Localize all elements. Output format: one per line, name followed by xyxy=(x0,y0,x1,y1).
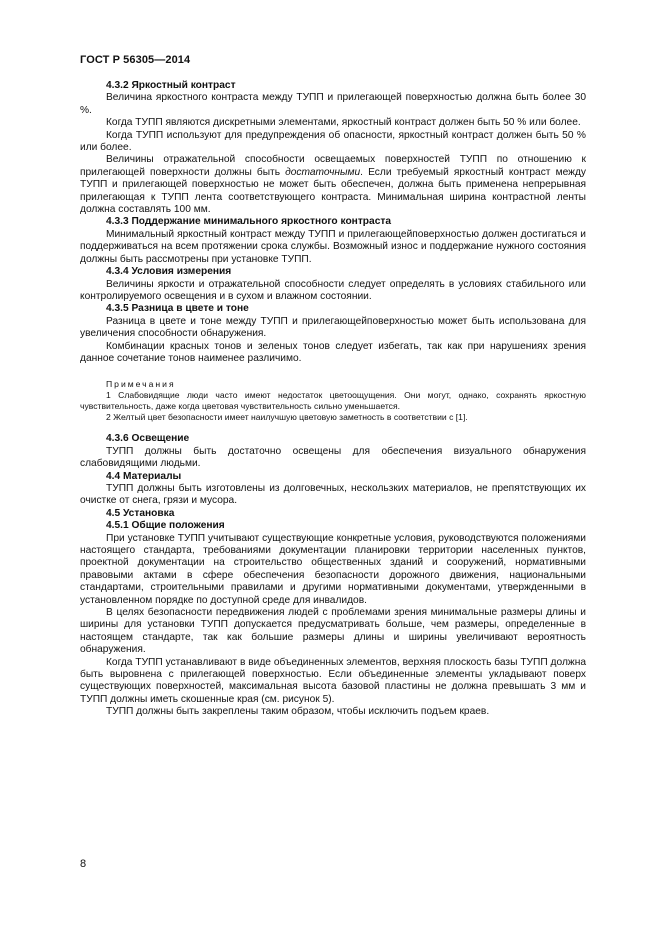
section-4-5-1-title: 4.5.1 Общие положения xyxy=(106,520,225,532)
paragraph: Величина яркостного контраста между ТУПП и прилегающей поверхностью должна быть более 30 %. xyxy=(80,92,586,116)
paragraph: Комбинации красных тонов и зеленых тонов следует избегать, так как при нарушениях зрения данное сочетание тонов наименее различимо. xyxy=(80,340,586,364)
emphasis-text: достаточными xyxy=(285,166,361,178)
paragraph xyxy=(80,154,586,216)
section-4-3-6-title: 4.3.6 Освещение xyxy=(106,433,190,445)
paragraph: ТУПП должны быть изготовлены из долговечных, нескользких материалов, не препятствующих их очистке от снега, грязи и мусора. xyxy=(80,482,586,507)
note-1: 1 Слабовидящие люди часто имеют недостаток цветоощущения. Они могут, однако, сохранять яркостную чувствительность, даже когда цветовая чувствительность сильно уменьшается. xyxy=(80,390,586,412)
paragraph: Когда ТУПП являются дискретными элементами, яркостный контраст должен быть 50 % или более. xyxy=(106,117,581,129)
document-header: ГОСТ Р 56305—2014 xyxy=(80,54,191,66)
section-4-3-5-title: 4.3.5 Разница в цвете и тоне xyxy=(106,303,249,315)
notes-title: Примечания xyxy=(106,379,176,390)
paragraph: Минимальный яркостный контраст между ТУПП и прилегающейповерхностью должен достигаться и поддерживаться на всем протяжении срока службы. Возможный износ и поддержание нужного состояния должны быть рассмотрены при установке ТУПП. xyxy=(80,228,586,265)
section-4-3-2-title: 4.3.2 Яркостный контраст xyxy=(106,80,236,91)
paragraph: Когда ТУПП используют для предупреждения об опасности, яркостный контраст должен быть 50 % или более. xyxy=(80,129,586,154)
notes-block xyxy=(80,379,586,423)
section-4-3-3-title: 4.3.3 Поддержание минимального яркостного контраста xyxy=(106,216,392,228)
section-4-5-title: 4.5 Установка xyxy=(106,507,175,519)
paragraph: При установке ТУПП учитывают существующие конкретные условия, руководствуются положениями настоящего стандарта, требованиями документации планировки территории населенных пунктов, проектной документации на строительство общественных зданий и сооружений, нормативными правовыми актами в сфере обеспечения безопасности дорожного движения, национальными стандартами, строительными правилами и другими нормативными документами, утвержденными в установленном порядке по доступной среде для инвалидов. xyxy=(80,532,586,606)
section-4-3-4-title: 4.3.4 Условия измерения xyxy=(106,266,232,278)
paragraph: ТУПП должны быть достаточно освещены для обеспечения визуального обнаружения слабовидящими людьми. xyxy=(80,445,586,470)
paragraph: Когда ТУПП устанавливают в виде объединенных элементов, верхняя плоскость базы ТУПП должна быть выровнена с прилегающей поверхностью. Если объединенные элементы укладывают поверх существующих поверхностей, максимальная высота базовой пластины не должна превышать 3 мм и ТУПП должны иметь скошенные края (см. рисунок 5). xyxy=(80,656,586,705)
paragraph-text: . Если требуемый яркостный контраст между ТУПП и прилегающей поверхностью не может быть обеспечен, должна быть применена непрерывная прилегающая к ТУПП лента соответствующего контраста. Минимальная ширина контрастной ленты должна составлять 100 мм. xyxy=(80,166,586,216)
paragraph-text: Величины отражательной способности освещаемых поверхностей ТУПП по отношению к прилегающей поверхности должны быть xyxy=(80,154,586,178)
page-number: 8 xyxy=(80,858,87,870)
section-4-4-title: 4.4 Материалы xyxy=(106,470,182,482)
page-body xyxy=(80,80,586,719)
paragraph: Величины яркости и отражательной способности следует определять в условиях стабильного или контролируемого освещения и в сухом и влажном состоянии. xyxy=(80,278,586,302)
paragraph: В целях безопасности передвижения людей с проблемами зрения минимальные размеры длины и ширины для установки ТУПП допускается предусматривать больше, чем размеры, определенные в настоящем стандарте, так как большие размеры длины и ширины увеличивают вероятность обнаружения. xyxy=(80,607,586,656)
paragraph: Разница в цвете и тоне между ТУПП и прилегающейповерхностью может быть использована для увеличения способности обнаружения. xyxy=(80,315,586,340)
note-2: 2 Желтый цвет безопасности имеет наилучшую цветовую заметность в соответствии с [1]. xyxy=(106,412,468,423)
paragraph: ТУПП должны быть закреплены таким образом, чтобы исключить подъем краев. xyxy=(106,706,490,718)
